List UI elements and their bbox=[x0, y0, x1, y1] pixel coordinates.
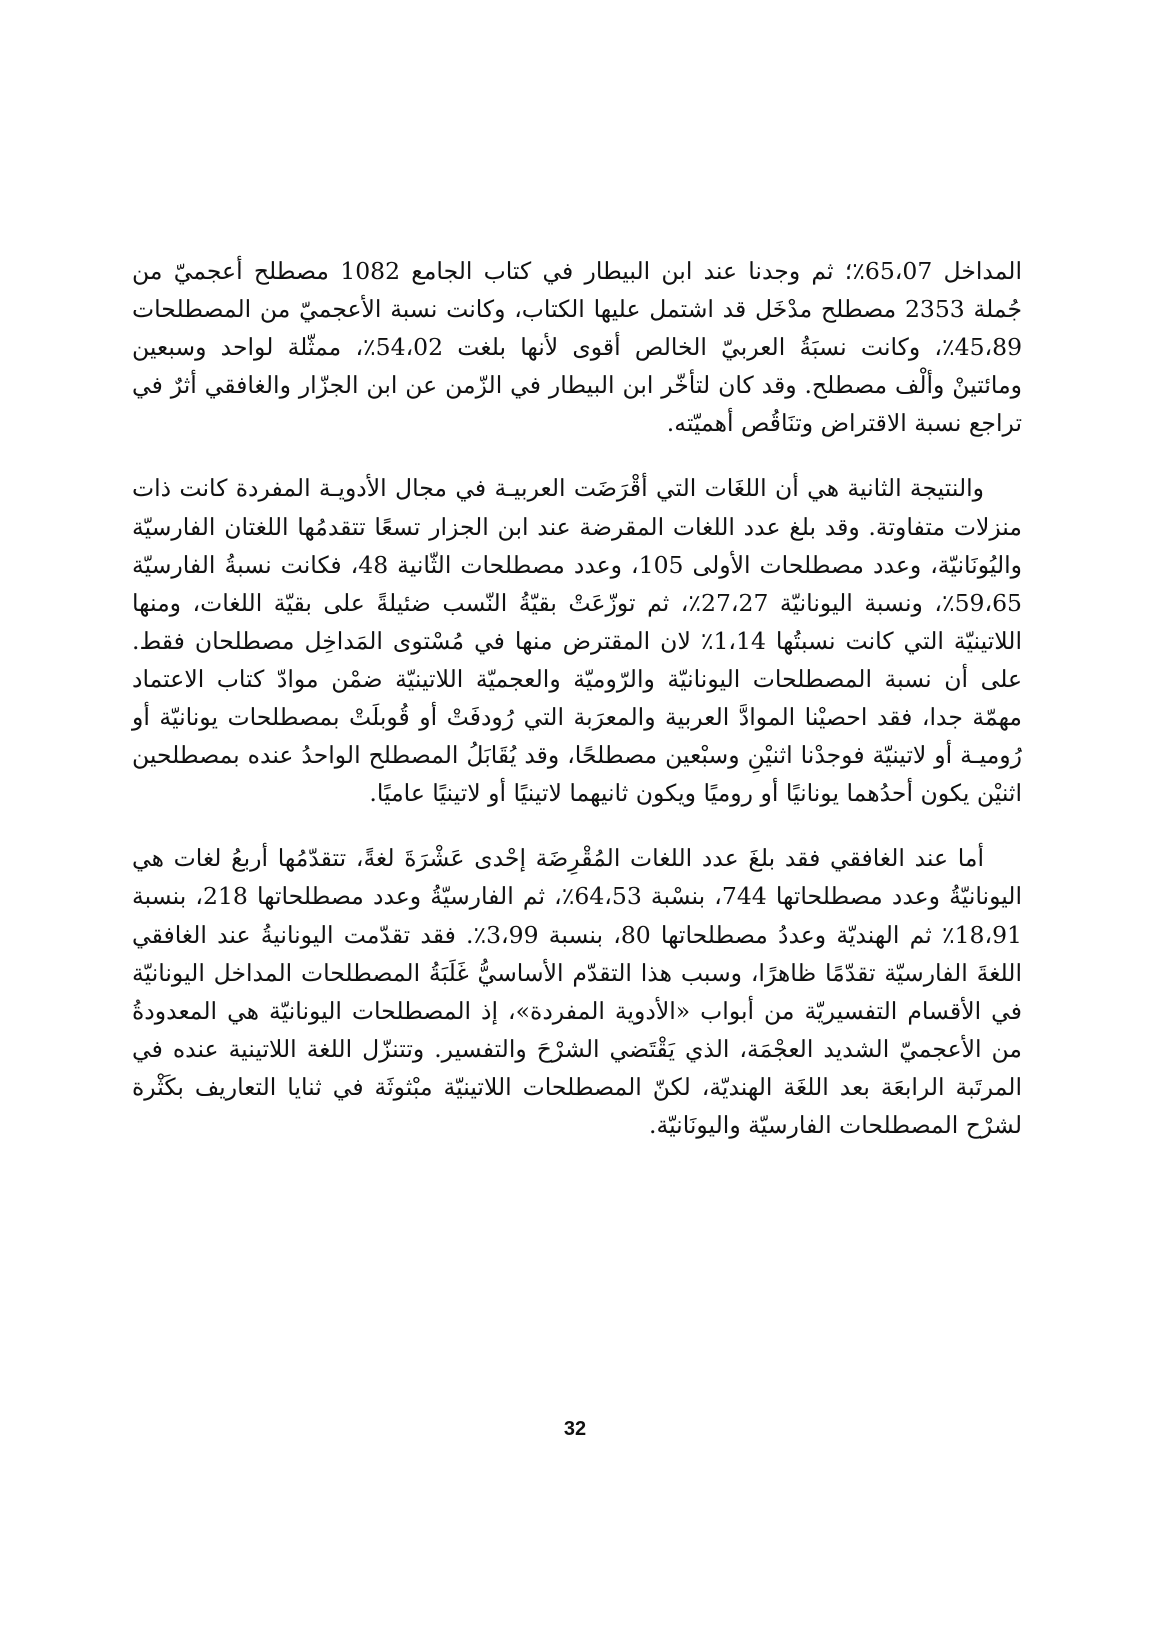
paragraph-1: المداخل 65،07٪؛ ثم وجدنا عند ابن البيطار في كتاب الجامع 1082 مصطلح أعجميّ من جُملة 2353 مصطلح مدْخَل قد اشتمل عليها الكتاب، وكانت نسبة الأعجميّ من المصطلحات 45،89٪، وكانت نسبَةُ العربيّ الخالص أقوى لأنها بلغت 54،02٪، ممثّلة لواحد وسبعين ومائتينْ وألْف مصطلح. وقد كان لتأخّر ابن البيطار في الزّمن عن ابن الجزّار والغافقي أثرٌ في تراجع نسبة الاقتراض وتنَاقُص أهميّته. bbox=[132, 257, 1023, 438]
paragraph-3: أما عند الغافقي فقد بلغَ عدد اللغات المُقْرِضَة إحْدى عَشْرَةَ لغةً، تتقدّمُها أربعُ لغات هي اليونانيّةُ وعدد مصطلحاتها 744، بنسْبة 64،53٪، ثم الفارسيّةُ وعدد مصطلحاتها 218، بنسبة 18،91٪ ثم الهنديّة وعددُ مصطلحاتها 80، بنسبة 3،99٪. فقد تقدّمت اليونانيةُ عند الغافقي اللغةَ الفارسيّة تقدّمًا ظاهرًا، وسبب هذا التقدّم الأساسيُّ غَلَبَةُ المصطلحات المداخل اليونانيّة في الأقسام التفسيريّة من أبواب «الأدوية المفردة»، إذ المصطلحات اليونانيّة هي المعدودةُ من الأعجميّ الشديد العجْمَة، الذي يَقْتَضي الشرْحَ والتفسير. وتتنزّل اللغة اللاتينية عنده في المرتَبة الرابعَة بعد اللغَة الهنديّة، لكنّ المصطلحات اللاتينيّة مبْثوثَة في ثنايا التعاريف بكَثْرة لشرْح المصطلحات الفارسيّة واليونَانيّة. bbox=[132, 844, 1023, 1139]
paragraph-2: والنتيجة الثانية هي أن اللغَات التي أقْرَضَت العربيـة في مجال الأدويـة المفردة كانت ذات منزلات متفاوتة. وقد بلغ عدد اللغات المقرضة عند ابن الجزار تسعًا تتقدمُها اللغتان الفارسيّة واليُونَانيّة، وعدد مصطلحات الأولى 105، وعدد مصطلحات الثّانية 48، فكانت نسبةُ الفارسيّة 59،65٪، ونسبة اليونانيّة 27،27٪، ثم توزّعَتْ بقيّةُ النّسب ضئيلةً على بقيّة اللغات، ومنها اللاتينيّة التي كانت نسبتُها 1،14٪ لان المقترض منها في مُسْتوى المَداخِل مصطلحان فقط. على أن نسبة المصطلحات اليونانيّة والرّوميّة والعجميّة اللاتينيّة ضمْن موادّ كتاب الاعتماد مهمّة جدا، فقد احصيْنا الموادَّ العربية والمعرَبة التي رُودفَتْ أو قُوبلَتْ بمصطلحات يونانيّة أو رُوميـة أو لاتينيّة فوجدْنا اثنيْنِ وسبْعين مصطلحًا، وقد يُقَابَلُ المصطلح الواحدُ عنده بمصطلحين اثنيْن يكون أحدُهما يونانيًا أو روميًا ويكون ثانيهما لاتينيًا أو لاتينيًا عاميًا. bbox=[132, 474, 1022, 808]
body-text bbox=[132, 252, 1022, 1144]
page-number: 32 bbox=[563, 1418, 587, 1440]
